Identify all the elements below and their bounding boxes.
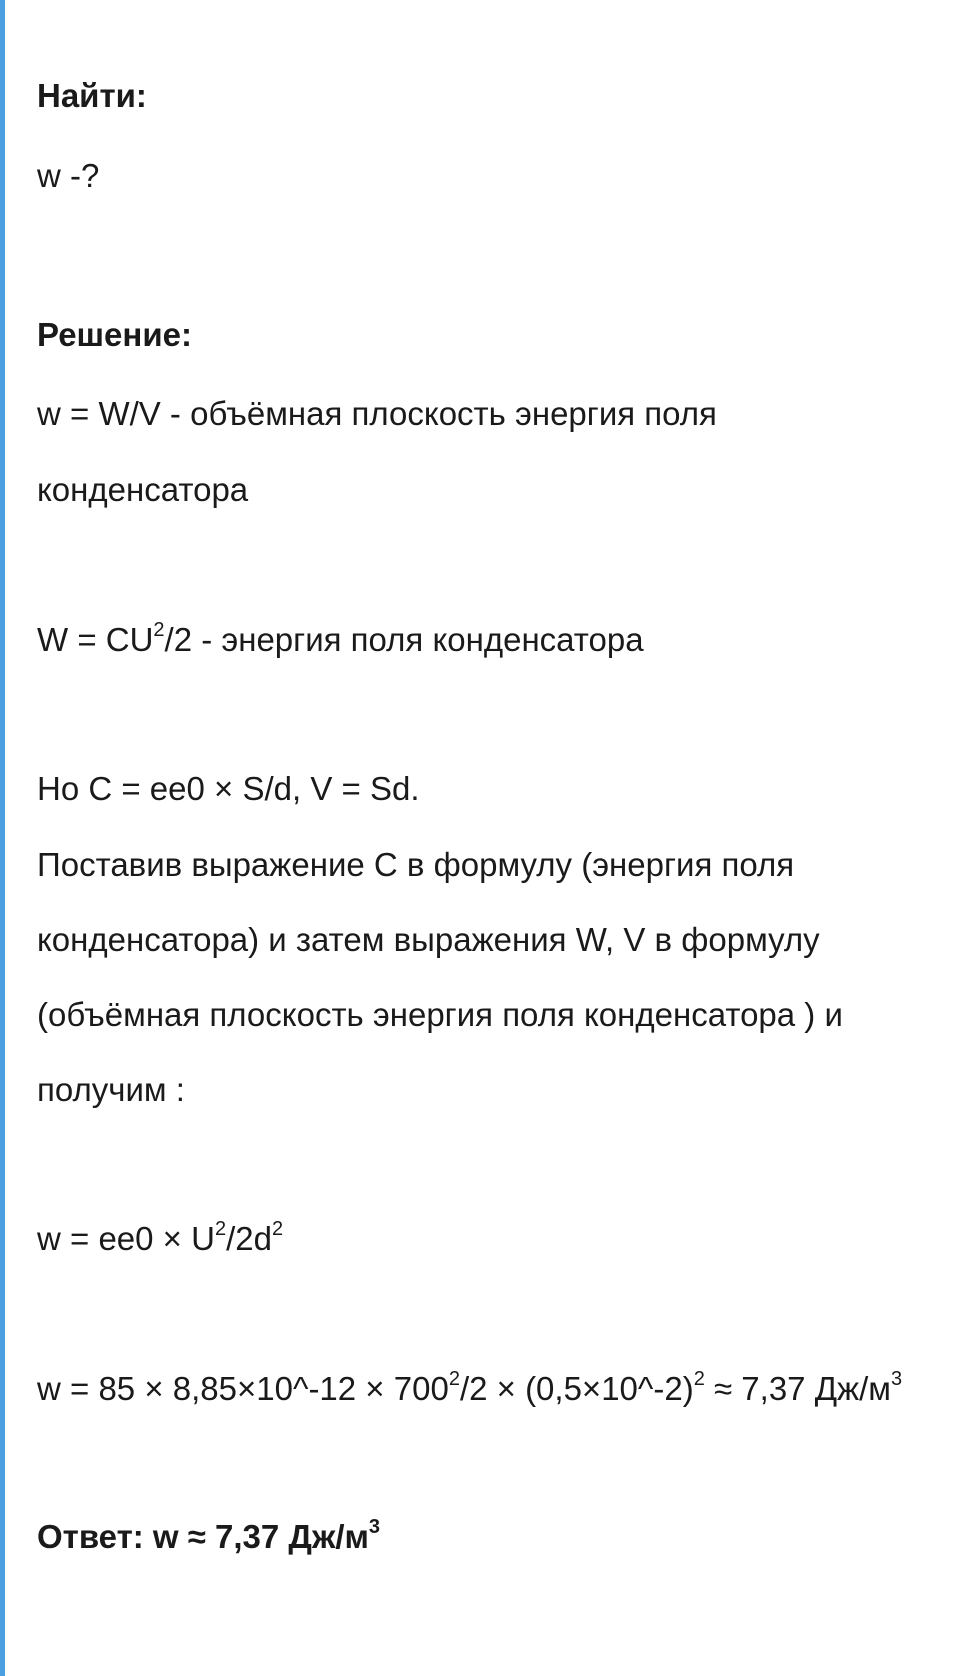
find-heading: Найти: [37,77,147,114]
solution-line-2: конденсатора [37,471,249,508]
explanation-line-4: получим : [37,1071,185,1108]
derived-formula: $w = ee0 \times U^2/2d^2$ [37,1218,284,1257]
substitution-line: Но C = ee0 × S/d, V = Sd. [37,770,420,807]
solution-heading: Решение: [37,316,192,353]
solution-line-1: w = W/V - объёмная плоскость энергия поля [37,395,717,432]
left-accent-bar [0,0,5,1676]
explanation-line-1: Поставив выражение C в формулу (энергия поля [37,846,795,883]
answer-line: Ответ: w ≈ 7,37 $Дж/м^3$ [37,1516,381,1555]
explanation-line-2: конденсатора) и затем выражения W, V в формулу [37,921,820,958]
find-item: w -? [37,157,100,194]
explanation-line-3: (объёмная плоскость энергия поля конденсатора ) и [37,996,843,1033]
energy-formula: $W = CU^2/2$ - энергия поля конденсатора [37,619,644,658]
calculation-line: w = 85 × 8,85×10^-12 × $700^2/2$ × (0,5×10^-2)$^2$ ≈ 7,37 $Дж/м^3$ [37,1368,903,1407]
